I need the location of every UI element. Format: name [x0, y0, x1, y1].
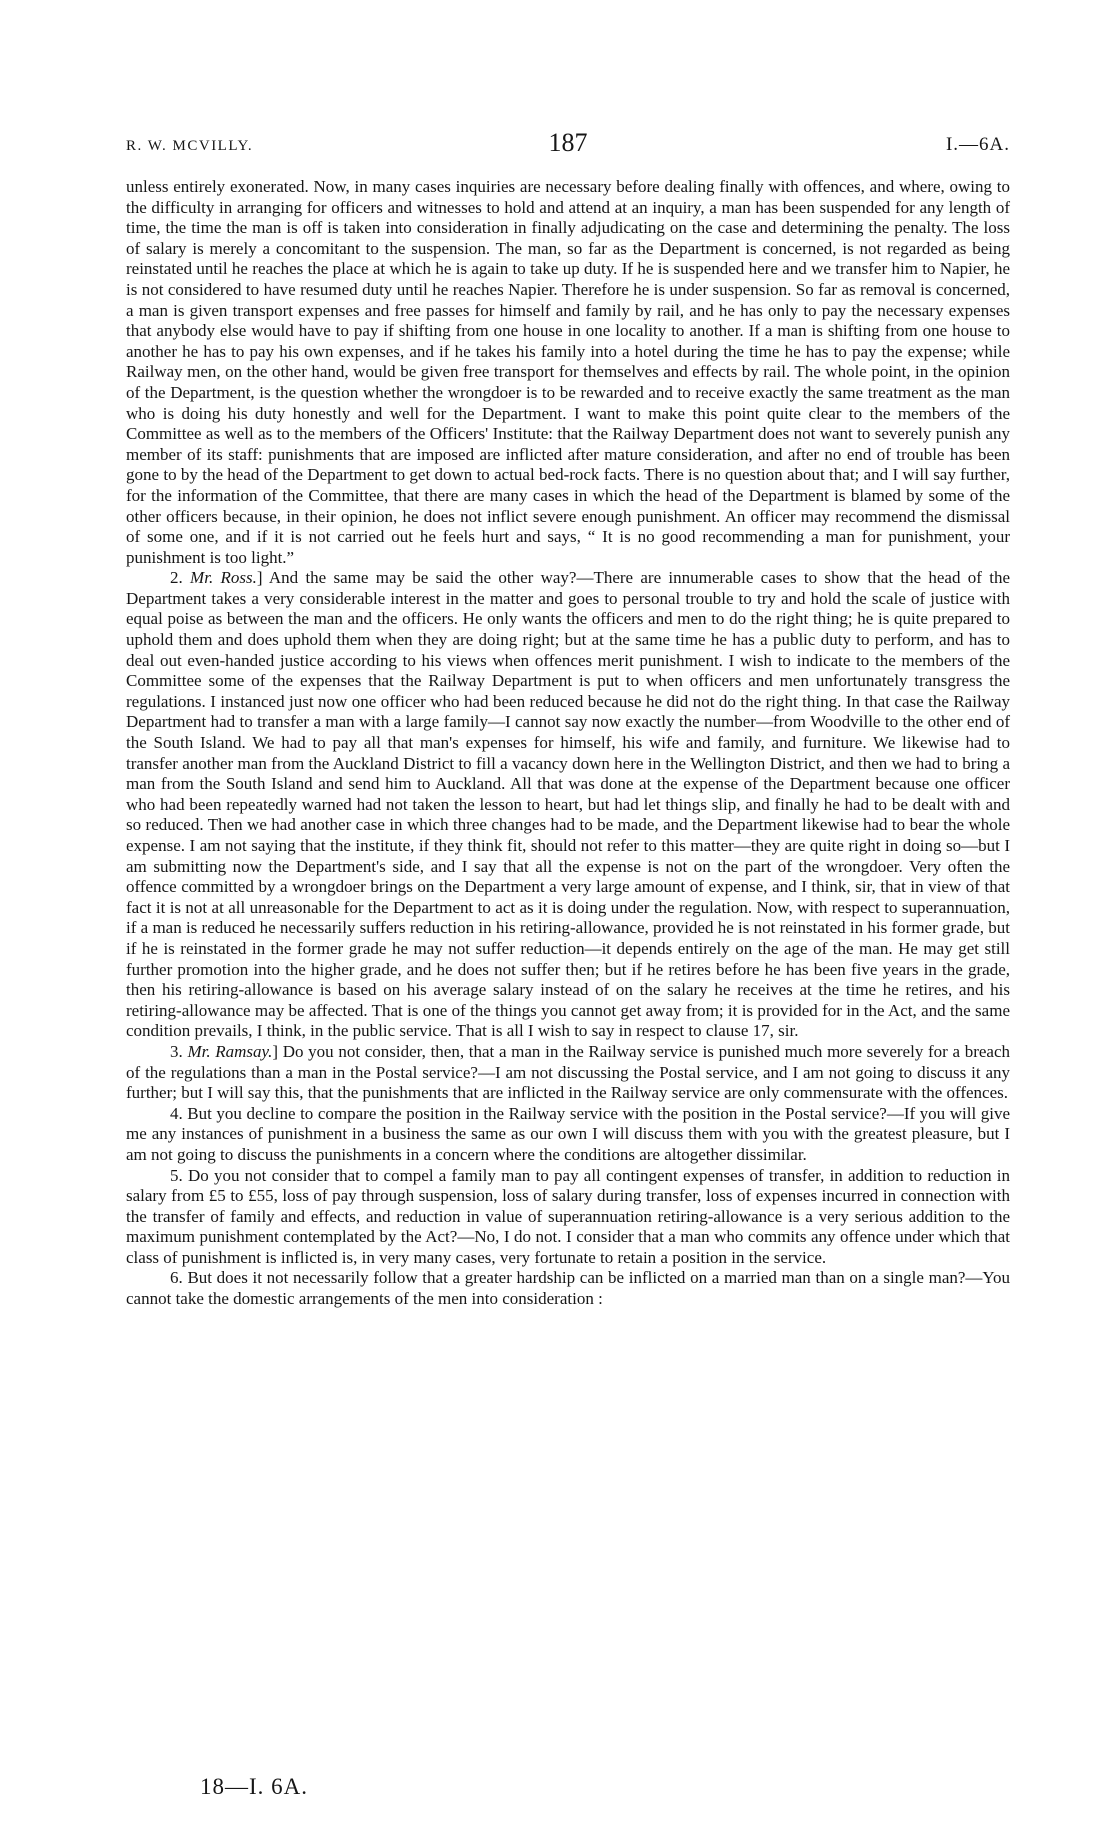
speaker-name: Mr. Ramsay. [187, 1041, 273, 1061]
question-3: 3. Mr. Ramsay.] Do you not consider, then, that a man in the Railway service is punished much more severely for a breach of the regulations than a man in the Postal service?—I am not discussing the Postal service, and I am not going to discuss it any further; but I will say this, that the punishments that are inflicted in the Railway service are only commensurate with the offences. [126, 1041, 1011, 1103]
opening-paragraph: unless entirely exonerated. Now, in many cases inquiries are necessary before dealing finally with offences, and where, owing to the difficulty in arranging for officers and witnesses to hold and attend at an inquiry, a man has been suspended for any length of time, the time the man is off is taken into consideration in finally adjudicating on the case and determining the penalty. The loss of salary is merely a concomitant to the suspension. The man, so far as the Department is concerned, is not regarded as being reinstated until he reaches the place at which he is again to take up duty. If he is suspended here and we transfer him to Napier, he is not considered to have resumed duty until he reaches Napier. Therefore he is under suspension. So far as removal is concerned, a man is given transport expenses and free passes for himself and family by rail, and he has only to pay the necessary expenses that anybody else would have to pay if shifting from one house in one locality to another. If a man is shifting from one house to another he has to pay his own expenses, and if he takes his family into a hotel during the time he has to pay the expense; while Railway men, on the other hand, would be given free transport for themselves and effects by rail. The whole point, in the opinion of the Department, is the question whether the wrongdoer is to be rewarded and to receive exactly the same treatment as the man who is doing his duty honestly and well for the Department. I want to make this point quite clear to the members of the Committee as well as to the members of the Officers' Institute: that the Railway Department does not want to severely punish any member of its staff: punishments that are imposed are inflicted after mature consideration, and after no end of trouble has been gone to by the head of the Department to get down to actual bed-rock facts. There is no question about that; and I will say further, for the information of the Committee, that there are many cases in which the head of the Department is blamed by some of the other officers because, in their opinion, he does not inflict severe enough punishment. An officer may recommend the dismissal of some one, and if it is not carried out he feels hurt and says, “ It is no good recommending a man for punishment, your punishment is too light.” [126, 177, 1010, 567]
witness-name: R. W. MCVILLY. [126, 138, 254, 154]
question-2: 2. Mr. Ross.] And the same may be said the other way?—There are innumerable cases to show that the head of the Department takes a very considerable interest in the matter and goes to personal trouble to try and hold the scale of justice with equal poise as between the man and the officers. He only wants the officers and men to do the right thing; he is quite prepared to uphold them and does uphold them when they are doing right; but at the same time he has a public duty to perform, and has to deal out even-handed justice according to his views when offences merit punishment. I wish to indicate to the members of the Committee some of the expenses that the Railway Department is put to when officers and men unfortunately transgress the regulations. I instanced just now one officer who had been reduced because he did not do the right thing. In that case the Railway Department had to transfer a man with a large family—I cannot say now exactly the number—from Woodville to the other end of the South Island. We had to pay all that man's expenses for himself, his wife and family, and furniture. We likewise had to transfer another man from the Auckland District to fill a vacancy down here in the Wellington District, and then we had to bring a man from the South Island and send him to Auckland. All that was done at the expense of the Department because one officer who had been repeatedly warned had not taken the lesson to heart, but had let things slip, and finally he had to be dealt with and so reduced. Then we had another case in which three changes had to be made, and the Department likewise had to bear the whole expense. I am not saying that the institute, if they think fit, should not refer to this matter—they are quite right in doing so—but I am submitting now the Department's side, and I say that all the expense is not on the part of the wrongdoer. Very often the offence committed by a wrongdoer brings on the Department a very large amount of expense, and I think, sir, that in view of that fact it is not at all unreasonable for the Department to act as it is doing under the regulation. Now, with respect to superannuation, if a man is reduced he necessarily suffers reduction in his retiring-allowance, provided he is not reinstated in his former grade, but if he is reinstated in the former grade he may not suffer reduction—it depends entirely on the age of the man. He may get still further promotion into the higher grade, and he does not suffer then; but if he retires before he has been five years in the grade, then his retiring-allowance is based on his average salary instead of on the salary he receives at the time he retires, and his retiring-allowance may be affected. That is one of the things you cannot get away from; it is provided for in the Act, and the same condition prevails, I think, in the public service. That is all I wish to say in respect to clause 17, sir. [126, 568, 1010, 1041]
question-text: Do you not consider, then, that a man in the Railway service is punished much more severely for a breach of the regulations than a man in the Postal service?—I am not discussing the Postal service, and I am not going to discuss it any further; but I will say this, that the punishments that are inflicted in the Railway service are only commensurate with the offences. [126, 1041, 1011, 1103]
question-number: 4. [170, 1103, 183, 1123]
document-body [126, 177, 1010, 1310]
question-4 [126, 1104, 1010, 1166]
page-number: 187 [548, 128, 588, 157]
speaker-name: Mr. Ross. [190, 568, 257, 588]
question-6 [126, 1268, 1010, 1309]
question-5 [126, 1166, 1010, 1269]
document-reference: I.—6A. [945, 134, 1010, 155]
question-number: 2. [170, 568, 183, 588]
question-number: 6. [170, 1268, 183, 1288]
signature-mark: 18—I. 6A. [200, 1774, 309, 1799]
page-header [126, 128, 1010, 164]
question-text: And the same may be said the other way?—There are innumerable cases to show that the head of the Department takes a very considerable interest in the matter and goes to personal trouble to try and hold the scale of justice with equal poise as between the man and the officers. He only wants the officers and men to do the right thing; he is quite prepared to uphold them and does uphold them when they are doing right; but at the same time he has a public duty to perform, and has to deal out even-handed justice according to his views when offences merit punishment. I wish to indicate to the members of the Committee some of the expenses that the Railway Department is put to when officers and men unfortunately transgress the regulations. I instanced just now one officer who had been reduced because he did not do the right thing. In that case the Railway Department had to transfer a man with a large family—I cannot say now exactly the number—from Woodville to the other end of the South Island. We had to pay all that man's expenses for himself, his wife and family, and furniture. We likewise had to transfer another man from the Auckland District to fill a vacancy down here in the Wellington District, and then we had to bring a man from the South Island and send him to Auckland. All that was done at the expense of the Department because one officer who had been repeatedly warned had not taken the lesson to heart, but had let things slip, and finally he had to be dealt with and so reduced. Then we had another case in which three changes had to be made, and the Department likewise had to bear the whole expense. I am not saying that the institute, if they think fit, should not refer to this matter—they are quite right in doing so—but I am submitting now the Department's side, and I say that all the expense is not on the part of the wrongdoer. Very often the offence committed by a wrongdoer brings on the Department a very large amount of expense, and I think, sir, that in view of that fact it is not at all unreasonable for the Department to act as it is doing under the regulation. Now, with respect to superannuation, if a man is reduced he necessarily suffers reduction in his retiring-allowance, provided he is not reinstated in his former grade, but if he is reinstated in the former grade he may not suffer reduction—it depends entirely on the age of the man. He may get still further promotion into the higher grade, and he does not suffer then; but if he retires before he has been five years in the grade, then his retiring-allowance is based on his average salary instead of on the salary he receives at the time he retires, and his retiring-allowance may be affected. That is one of the things you cannot get away from; it is provided for in the Act, and the same condition prevails, I think, in the public service. That is all I wish to say in respect to clause 17, sir. [126, 568, 1010, 1041]
question-text: But does it not necessarily follow that a greater hardship can be inflicted on a married man than on a single man?—You cannot take the domestic arrangements of the men into consideration : [126, 1268, 1011, 1309]
question-number: 3. [170, 1041, 183, 1061]
question-text: But you decline to compare the position in the Railway service with the position in the Postal service?—If you will give me any instances of punishment in a business the same as our own I will discuss them with you with the greatest pleasure, but I am not going to discuss the punishments in a concern where the conditions are altogether dissimilar. [126, 1103, 1010, 1164]
question-text: Do you not consider that to compel a family man to pay all contingent expenses of transfer, in addition to reduction in salary from £5 to £55, loss of pay through suspension, loss of salary during transfer, loss of expenses incurred in connection with the transfer of family and effects, and reduction in value of superannuation retiring-allowance is a very serious addition to the maximum punishment contemplated by the Act?—No, I do not. I consider that a man who commits any offence under which that class of punishment is inflicted is, in very many cases, very fortunate to retain a position in the service. [126, 1165, 1011, 1267]
question-number: 5. [170, 1165, 183, 1185]
